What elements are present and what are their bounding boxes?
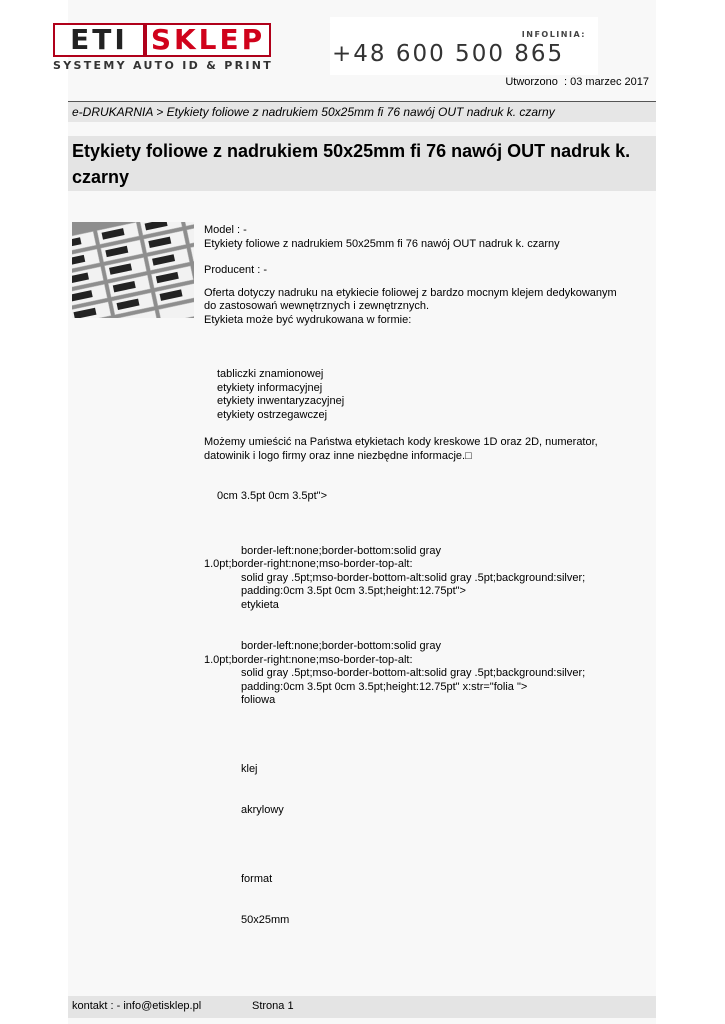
codes-line-2: datowinik i logo firmy oraz inne niezbędne informacje.□ [204,449,472,462]
raw-style-text: border-left:none;border-bottom:solid gray [241,544,441,557]
hotline-banner [330,17,598,75]
raw-style-text: 0cm 3.5pt 0cm 3.5pt"> [217,490,327,502]
breadcrumb-text[interactable]: e-DRUKARNIA > Etykiety foliowe z nadrukiem 50x25mm fi 76 nawój OUT nadruk k. czarny [72,105,555,119]
breadcrumb [68,101,656,122]
product-image [72,222,194,318]
producer-line: Producent : - [204,264,267,276]
logo-tagline: SYSTEMY AUTO ID & PRINT [53,59,274,72]
page-title: Etykiety foliowe z nadrukiem 50x25mm fi 76 nawój OUT nadruk k. czarny [72,141,631,187]
spec-value: 50x25mm [241,914,290,926]
logo-eti: ETI [55,25,143,55]
raw-style-text: solid gray .5pt;mso-border-bottom-alt:solid gray .5pt;background:silver; [241,667,586,679]
desc-line-1: Oferta dotyczy nadruku na etykiecie foliowej z bardzo mocnym klejem dedykowanym [204,286,617,299]
form-item: tabliczki znamionowej [217,368,324,380]
form-item: etykiety ostrzegawczej [217,408,328,421]
hotline-label: INFOLINIA: [521,30,586,39]
desc-line-3: Etykieta może być wydrukowana w formie: [204,313,412,326]
codes-line-1: Możemy umieścić na Państwa etykietach kody kreskowe 1D oraz 2D, numerator, [204,436,598,448]
desc-line-2: do zastosowań wewnętrznych i zewnętrznych. [204,300,429,312]
page-number: Strona 1 [252,1000,294,1012]
hotline-phone: +48 600 500 865 [332,41,565,67]
raw-style-text: padding:0cm 3.5pt 0cm 3.5pt;height:12.75pt" x:str="folia "> [241,680,528,693]
labels-photo-icon [72,222,194,318]
product-description [204,224,644,928]
product-name: Etykiety foliowe z nadrukiem 50x25mm fi 76 nawój OUT nadruk k. czarny [204,237,560,250]
title-bar [68,136,656,191]
page-footer [68,996,656,1018]
raw-style-text: solid gray .5pt;mso-border-bottom-alt:solid gray .5pt;background:silver; [241,571,586,584]
form-item: etykiety informacyjnej [217,381,323,394]
logo-sklep: SKLEP [147,25,269,55]
raw-style-text: 1.0pt;border-right:none;mso-border-top-alt: [204,653,413,666]
raw-style-text: 1.0pt;border-right:none;mso-border-top-alt: [204,558,413,570]
spec-value: foliowa [241,694,276,706]
spec-value: etykieta [241,598,279,611]
model-line: Model : - [204,224,247,236]
spec-label: format [241,872,273,885]
raw-style-text: padding:0cm 3.5pt 0cm 3.5pt;height:12.75pt"> [241,585,466,597]
logo-box [53,23,271,57]
footer-contact[interactable]: kontakt : - info@etisklep.pl [72,1000,202,1012]
etisklep-logo[interactable] [53,23,273,73]
created-date: Utworzono : 03 marzec 2017 [505,76,649,88]
raw-style-text: border-left:none;border-bottom:solid gray [241,640,441,652]
form-item: etykiety inwentaryzacyjnej [217,395,345,407]
spec-value: akrylowy [241,804,284,816]
spec-label: klej [241,762,258,775]
